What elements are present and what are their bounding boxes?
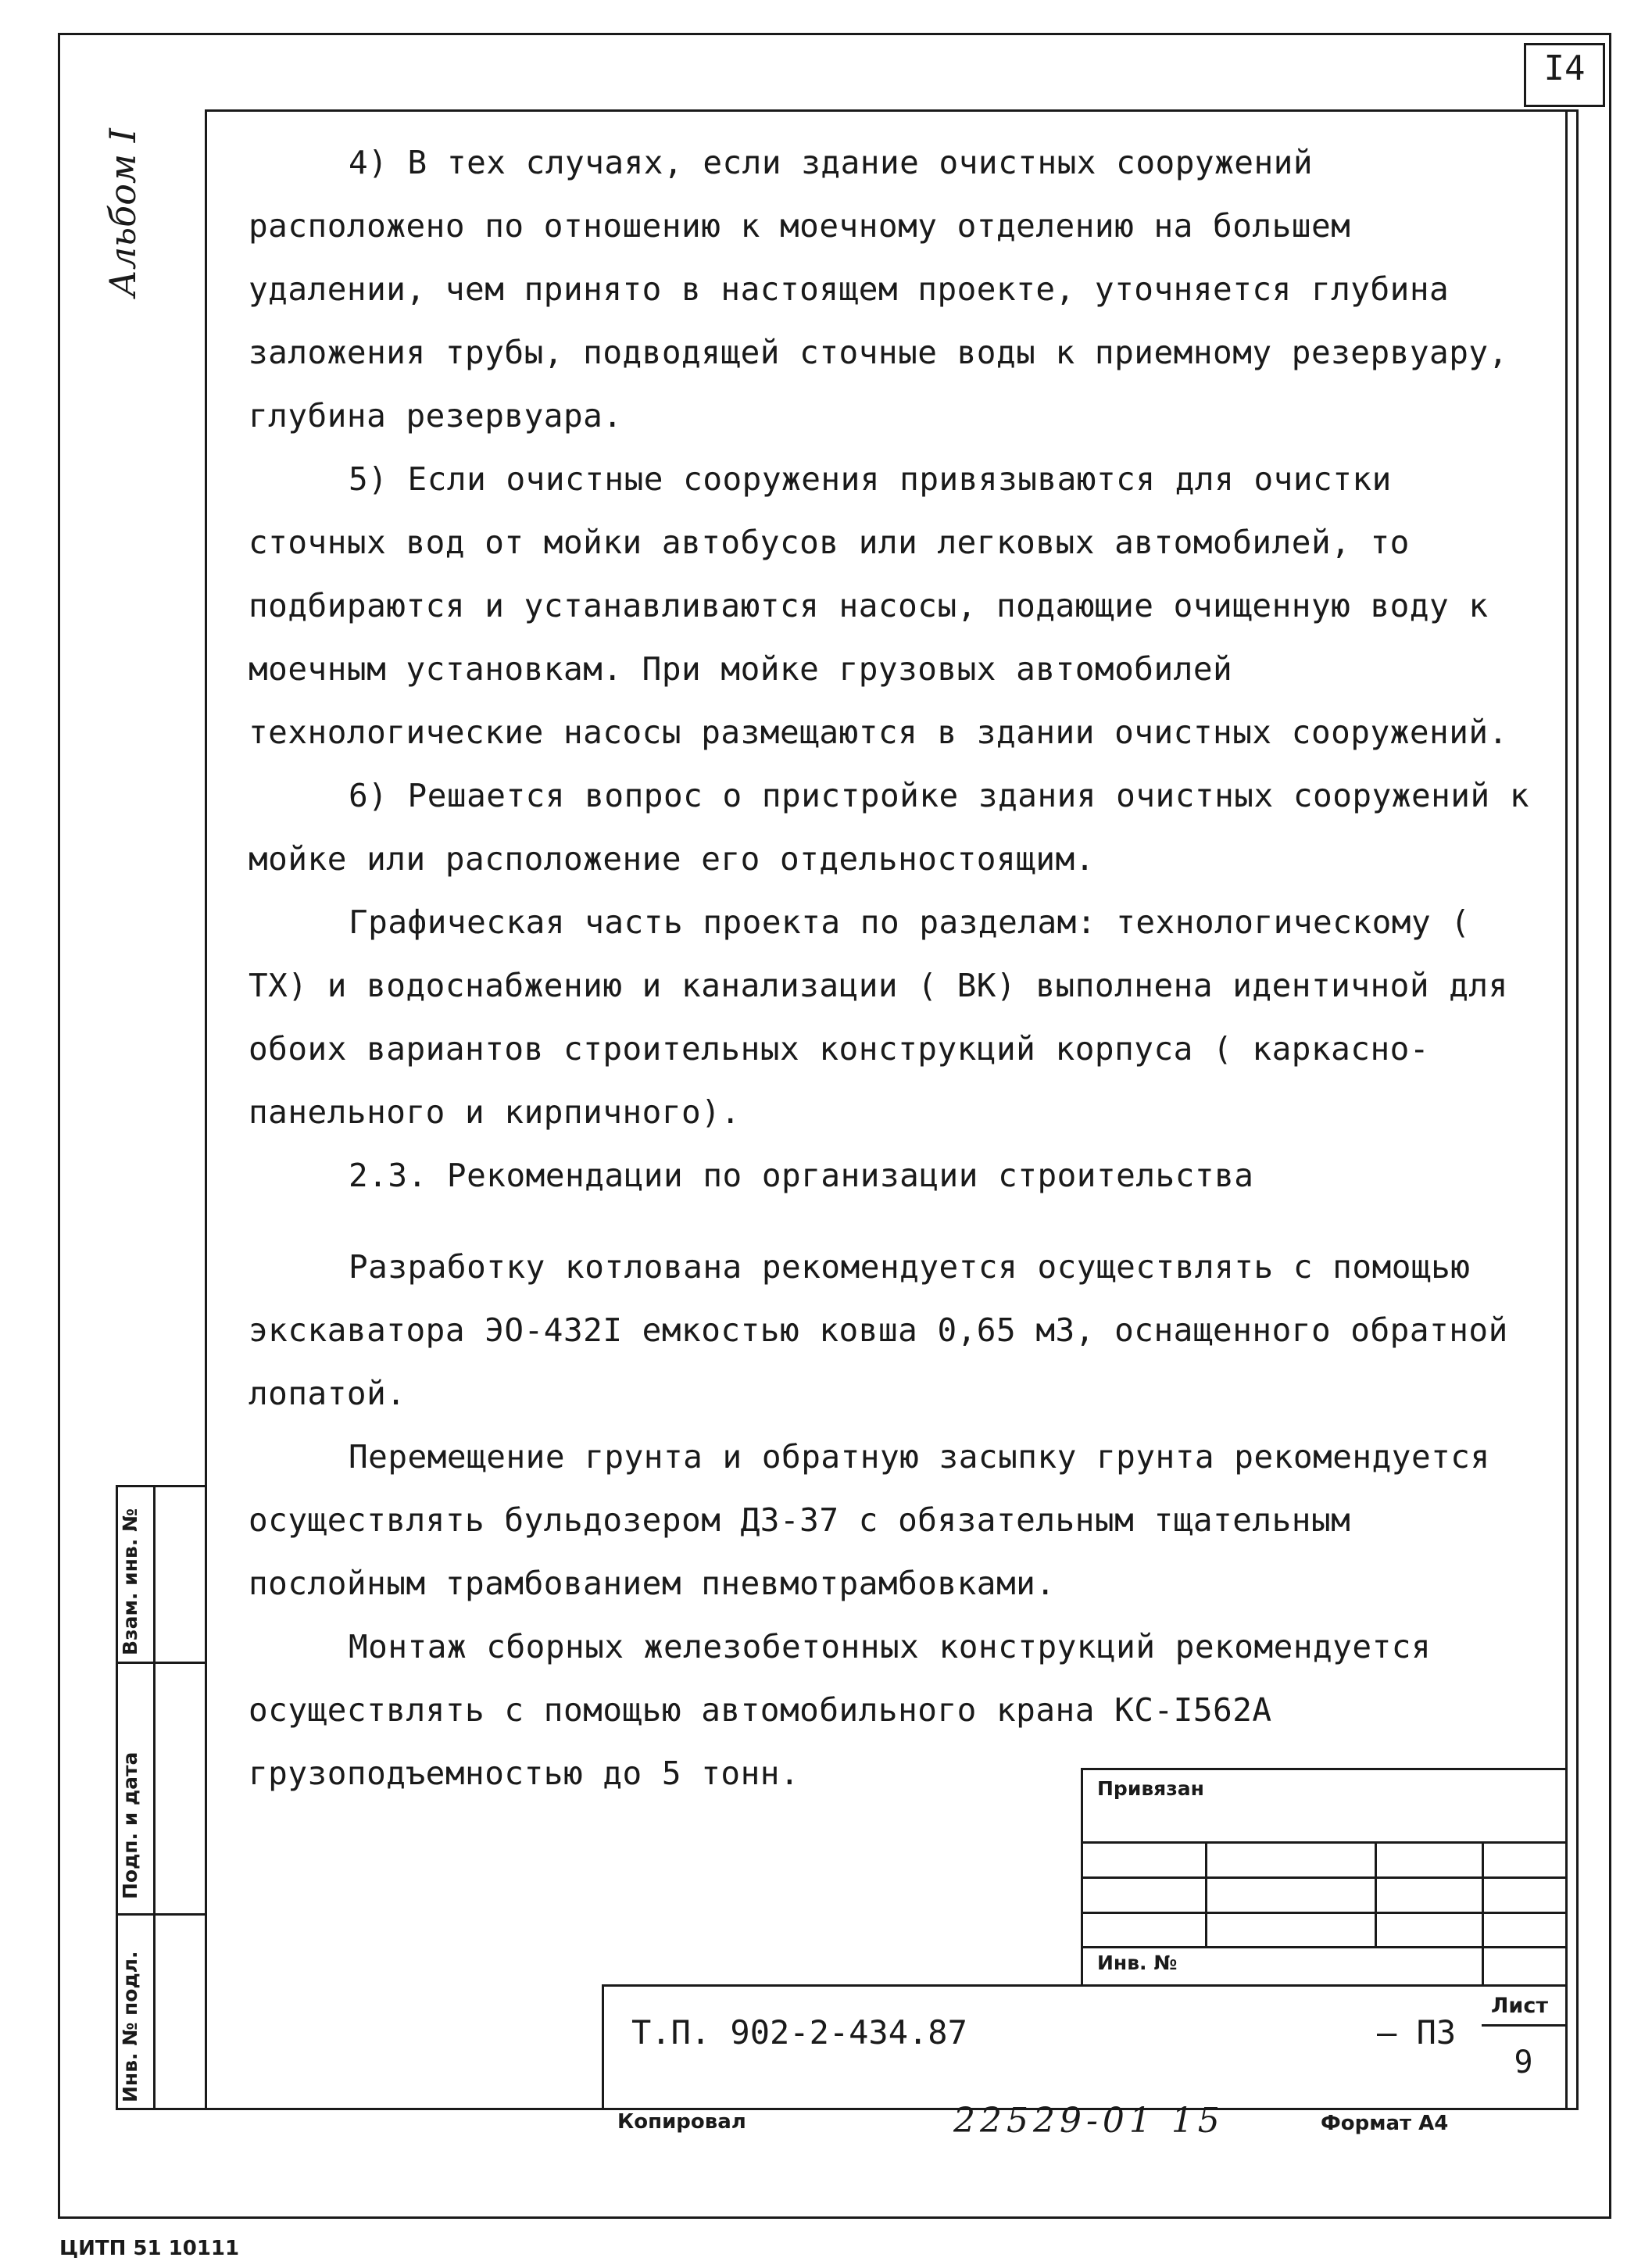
privyazan-row-4 xyxy=(1081,1946,1565,1948)
outer-frame-right xyxy=(1609,33,1611,2219)
footer-kopiroval: Копировал xyxy=(617,2110,746,2134)
document-suffix: – ПЗ xyxy=(1377,2013,1457,2052)
footer-format: Формат А4 xyxy=(1321,2112,1449,2135)
paragraph-assembly: Монтаж сборных железобетонных конструкций рекомендуется осуществлять с помощью автомобильного крана КС-I562А грузоподъемностью до 5 тонн. xyxy=(249,1628,1432,1792)
inner-frame-bottom xyxy=(116,2108,1579,2110)
outer-frame-left xyxy=(58,33,60,2219)
section-heading-2-3: 2.3. Рекомендации по организации строительства xyxy=(349,1157,1254,1194)
side-stamp-row-1 xyxy=(116,1662,207,1664)
paragraph-soil: Перемещение грунта и обратную засыпку грунта рекомендуется осуществлять бульдозером ДЗ-37 с обязательным тщательным послойным трамбованием пневмотрамбовками. xyxy=(249,1438,1490,1602)
inner-frame-top xyxy=(205,109,1579,112)
footer-org: ЦИТП 51 10111 xyxy=(59,2237,240,2260)
privyazan-col-3 xyxy=(1482,1841,1484,1987)
footer-stamp-number: 22529-01 15 xyxy=(953,2101,1225,2141)
margin-note-album: Альбом I xyxy=(102,128,144,297)
paragraph-graphic-part: Графическая часть проекта по разделам: технологическому ( ТХ) и водоснабжению и канализации ( ВК) выполнена идентичной для обоих вариантов строительных конструкций корпуса ( каркасно-панельного и кирпичного). xyxy=(249,903,1508,1131)
list-box-top xyxy=(1482,1984,1565,1987)
inner-frame-right-outer xyxy=(1576,109,1579,2110)
privyazan-row-2 xyxy=(1081,1876,1565,1879)
side-stamp-inv-podl: Инв. № подл. xyxy=(119,1951,141,2102)
page-number: I4 xyxy=(1543,48,1586,88)
body-text xyxy=(249,131,1546,1805)
list-number: 9 xyxy=(1514,2045,1533,2080)
paragraph-6: 6) Решается вопрос о пристройке здания очистных сооружений к мойке или расположение его отдельностоящим. xyxy=(249,777,1530,878)
title-block-left xyxy=(602,1984,604,2109)
list-label: Лист xyxy=(1491,1994,1548,2018)
list-box-divider xyxy=(1482,2024,1565,2027)
privyazan-col-1 xyxy=(1205,1841,1207,1946)
title-block-top xyxy=(602,1984,1483,1987)
paragraph-excavation: Разработку котлована рекомендуется осуществлять с помощью экскаватора ЭО-432I емкостью ковша 0,65 м3, оснащенного обратной лопатой. xyxy=(249,1248,1508,1412)
side-stamp-vzam-inv: Взам. инв. № xyxy=(119,1508,141,1655)
document-code: Т.П. 902-2-434.87 xyxy=(631,2013,967,2052)
inner-frame-right-inner xyxy=(1565,109,1568,2110)
side-stamp-row-2 xyxy=(116,1913,207,1916)
privyazan-label: Привязан xyxy=(1097,1777,1204,1800)
privyazan-row-1 xyxy=(1081,1841,1565,1844)
outer-frame-top xyxy=(58,33,1611,35)
outer-frame-bottom xyxy=(58,2216,1611,2219)
paragraph-4: 4) В тех случаях, если здание очистных сооружений расположено по отношению к моечному отделению на большем удалении, чем принято в настоящем проекте, уточняется глубина заложения трубы, подводящей сточные воды к приемному резервуару, глубина резервуара. xyxy=(249,144,1508,435)
paragraph-5: 5) Если очистные сооружения привязываются для очистки сточных вод от мойки автобусов или легковых автомобилей, то подбираются и устанавливаются насосы, подающие очищенную воду к моечным установкам. При мойке грузовых автомобилей технологические насосы размещаются в здании очистных сооружений. xyxy=(249,460,1508,751)
side-stamp-col-divider xyxy=(153,1485,156,2110)
side-stamp-podp-data: Подп. и дата xyxy=(119,1751,141,1899)
inv-no-label: Инв. № xyxy=(1097,1952,1178,1974)
privyazan-col-2 xyxy=(1375,1841,1377,1946)
privyazan-row-3 xyxy=(1081,1912,1565,1914)
